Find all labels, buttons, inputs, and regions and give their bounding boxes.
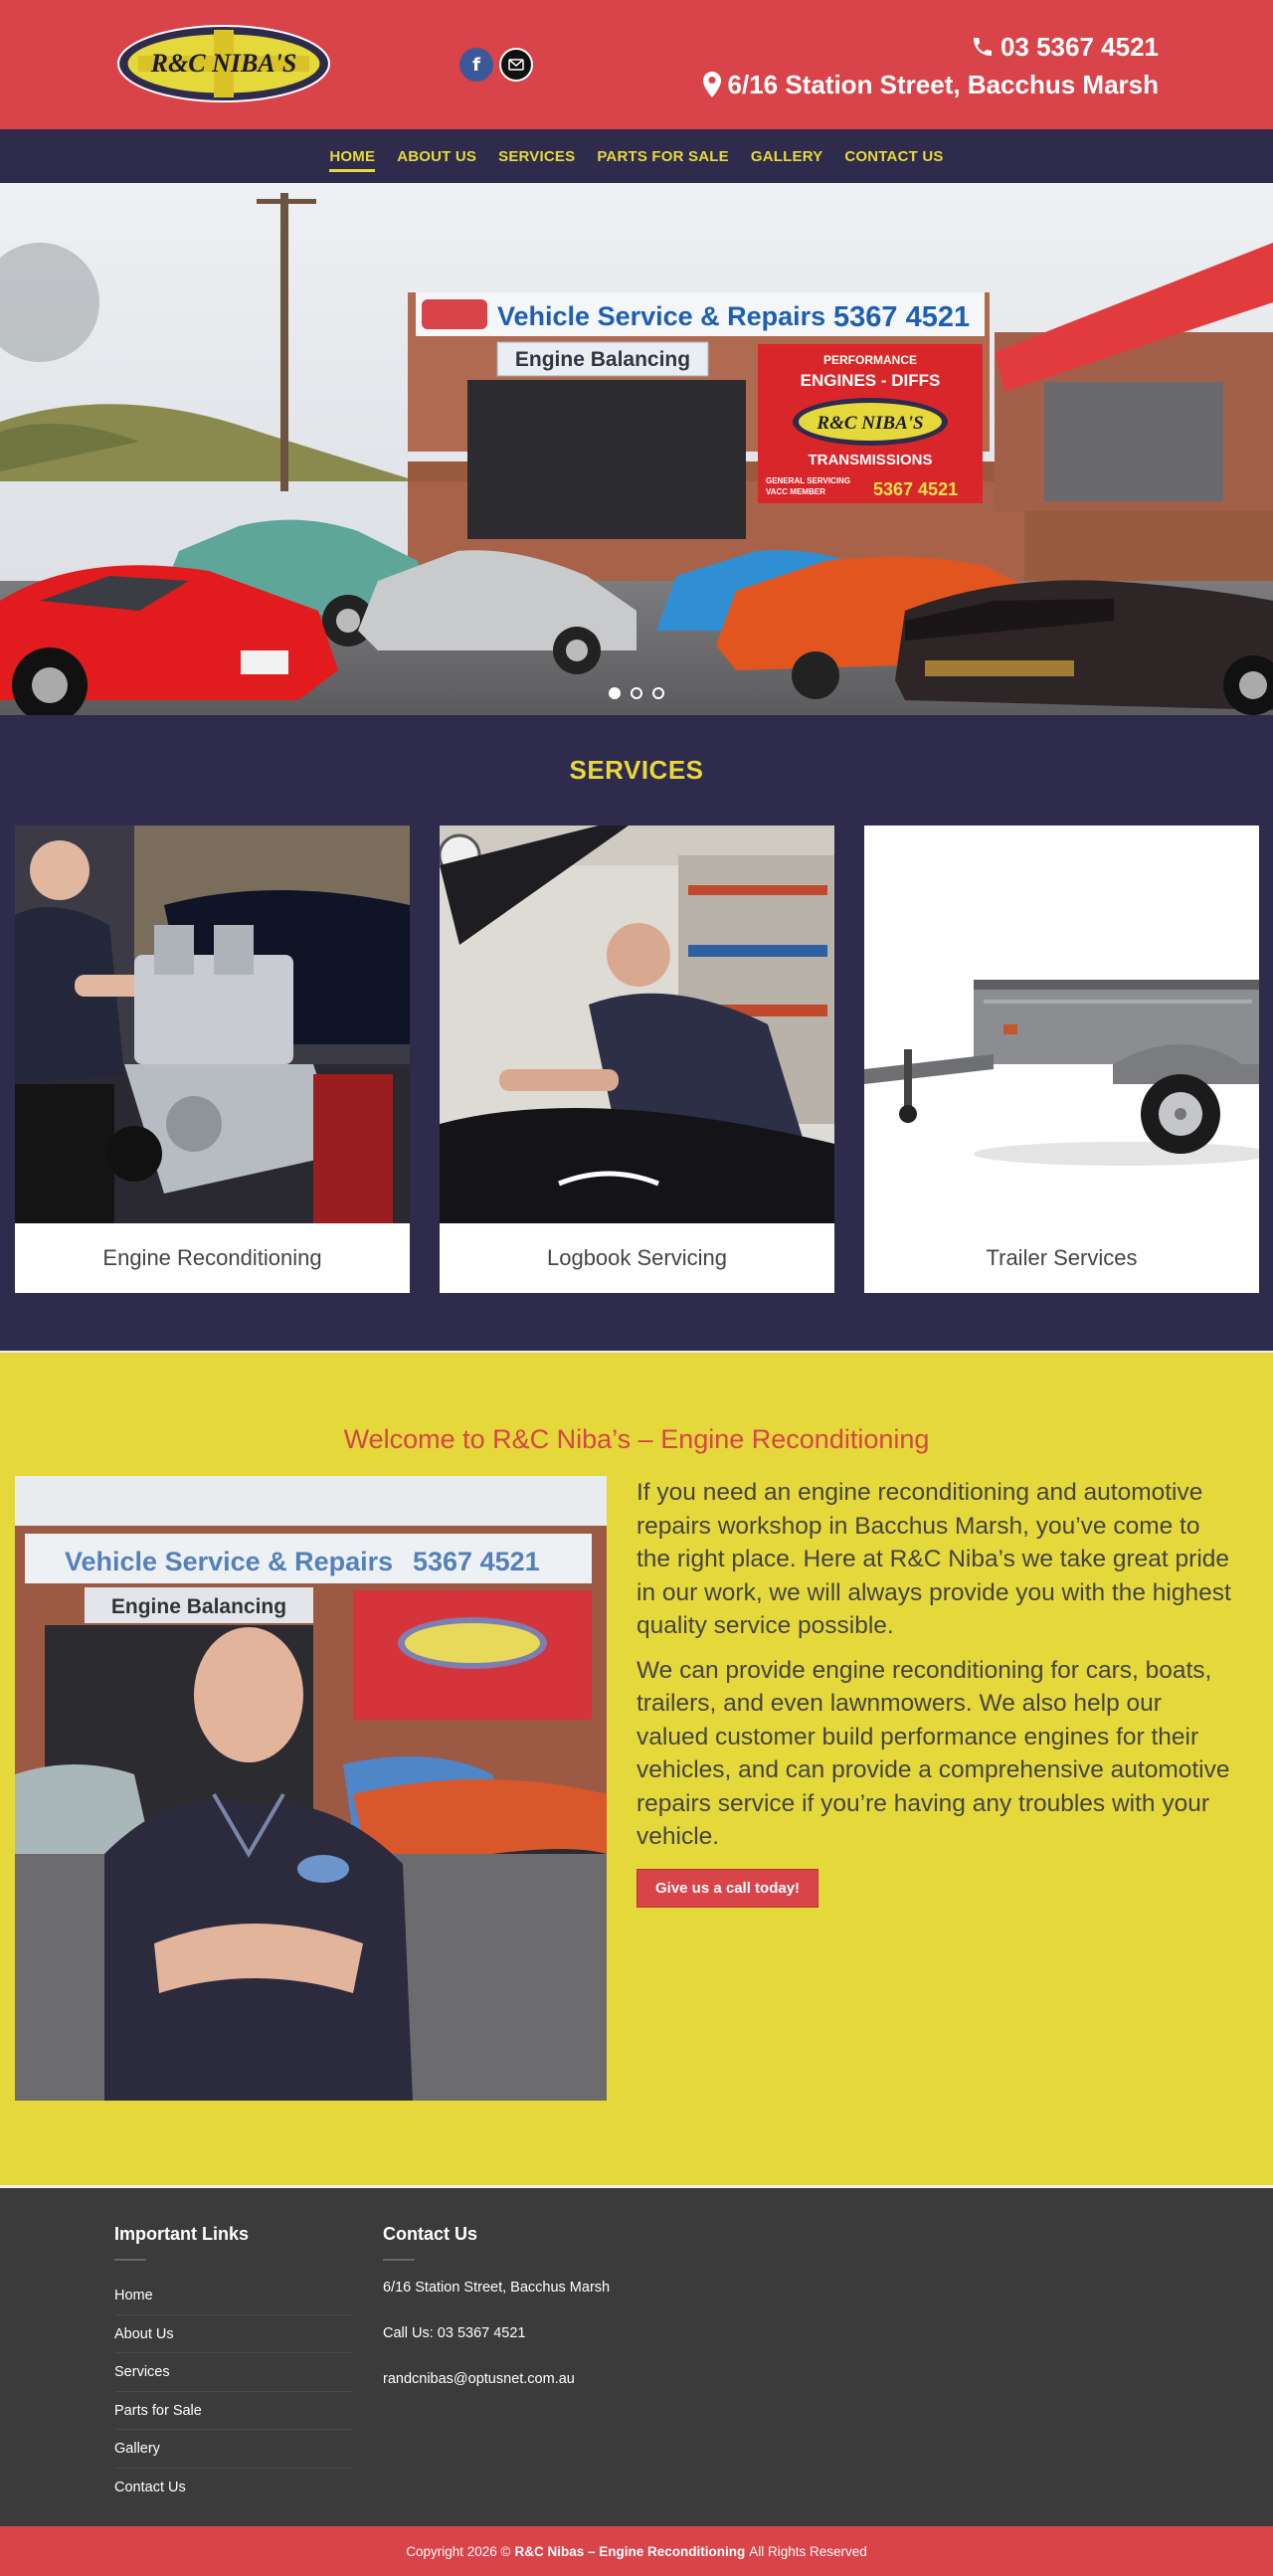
nav-parts-for-sale[interactable]: PARTS FOR SALE (597, 147, 729, 165)
service-card-trailer-services[interactable] (864, 826, 1259, 1293)
footer-links-list (114, 2277, 353, 2506)
facebook-icon[interactable]: f (459, 48, 493, 82)
site-logo[interactable] (114, 22, 333, 105)
footer-link-home[interactable]: Home (114, 2277, 353, 2315)
photo-sign-main: Vehicle Service & Repairs (65, 1547, 394, 1576)
welcome-heading: Welcome to R&C Niba’s – Engine Reconditioning (343, 1424, 930, 1454)
welcome-text (636, 1476, 1238, 1908)
service-card-logbook-servicing[interactable] (440, 826, 834, 1293)
owner-photo (15, 1476, 607, 2101)
main-nav (0, 129, 1273, 183)
services-heading: SERVICES (569, 755, 704, 785)
slider-dots (0, 687, 1273, 699)
service-card-title[interactable]: Trailer Services (986, 1245, 1138, 1270)
nav-services[interactable]: SERVICES (498, 147, 576, 165)
hero-board-phone: 5367 4521 (873, 479, 959, 499)
hero-image (0, 183, 1273, 715)
service-card-title[interactable]: Engine Reconditioning (102, 1245, 322, 1270)
nav-home[interactable]: HOME (329, 138, 375, 175)
phone-icon (971, 35, 995, 59)
site-header (0, 0, 1273, 129)
map-pin-icon (702, 71, 722, 98)
slider-dot-3[interactable] (652, 687, 664, 699)
footer-link-parts-for-sale[interactable]: Parts for Sale (114, 2392, 353, 2431)
hero-slider[interactable] (0, 183, 1273, 715)
hero-board-small1: GENERAL SERVICING (766, 476, 851, 485)
call-us-button[interactable]: Give us a call today! (636, 1869, 818, 1908)
slider-dot-1[interactable] (609, 687, 621, 699)
footer-contact-column (383, 2224, 612, 2414)
header-address-text: 6/16 Station Street, Bacchus Marsh (727, 70, 1159, 99)
photo-sign-balancing: Engine Balancing (110, 1595, 287, 1618)
hero-board-bottom: TRANSMISSIONS (808, 452, 933, 468)
service-card-engine-reconditioning[interactable] (15, 826, 410, 1293)
footer-link-about-us[interactable]: About Us (114, 2315, 353, 2354)
slider-dot-2[interactable] (631, 687, 642, 699)
header-phone-text: 03 5367 4521 (1000, 32, 1159, 62)
nav-about-us[interactable]: ABOUT US (397, 147, 477, 165)
trailer-services-image (864, 826, 1259, 1223)
nav-contact-us[interactable]: CONTACT US (844, 147, 944, 165)
copyright-prefix: Copyright 2026 © (406, 2543, 511, 2559)
photo-sign-phone: 5367 4521 (413, 1547, 540, 1576)
service-cards (0, 826, 1273, 1293)
copyright-bar (0, 2526, 1273, 2576)
services-section (0, 715, 1273, 1353)
hero-board-logo: R&C NIBA'S (817, 413, 924, 434)
copyright-brand[interactable]: R&C Nibas – Engine Reconditioning (514, 2543, 746, 2559)
footer-divider (114, 2259, 146, 2261)
welcome-paragraph-2: We can provide engine reconditioning for cars, boats, trailers, and even lawnmowers. We also help our valued customer build performance engines for their vehicles, and can provide a comprehensive automotive repairs service if you’re having any troubles with your vehicle. (636, 1656, 1230, 1850)
service-card-title[interactable]: Logbook Servicing (546, 1245, 727, 1270)
engine-reconditioning-image (15, 826, 410, 1223)
email-icon[interactable] (499, 48, 533, 82)
footer-email[interactable]: randcnibas@optusnet.com.au (383, 2371, 575, 2387)
footer-links-column (114, 2224, 353, 2506)
footer-contact-heading: Contact Us (383, 2224, 478, 2244)
social-links (459, 48, 533, 82)
copyright-suffix: All Rights Reserved (749, 2543, 867, 2559)
footer-links-heading: Important Links (114, 2224, 250, 2244)
footer-link-services[interactable]: Services (114, 2353, 353, 2392)
header-address (702, 66, 1159, 103)
footer-divider (383, 2259, 415, 2261)
hero-board-mid: ENGINES - DIFFS (800, 371, 941, 390)
hero-sign-balancing: Engine Balancing (514, 348, 691, 371)
hero-board-top: PERFORMANCE (822, 353, 918, 367)
header-phone[interactable] (702, 28, 1159, 66)
site-footer (0, 2188, 1273, 2526)
welcome-paragraph-1: If you need an engine reconditioning and automotive repairs workshop in Bacchus Marsh, you’ve come to the right place. Here at R&C Niba’s we take great pride in our work, we will always provide you with the highest quality service possible. (636, 1479, 1231, 1639)
hero-sign-main: Vehicle Service & Repairs (497, 301, 826, 331)
footer-link-gallery[interactable]: Gallery (114, 2430, 353, 2469)
logbook-servicing-image (440, 826, 834, 1223)
hero-sign-phone: 5367 4521 (833, 301, 971, 333)
footer-phone[interactable]: Call Us: 03 5367 4521 (383, 2325, 526, 2341)
header-contact (702, 28, 1159, 103)
nav-gallery[interactable]: GALLERY (750, 147, 823, 165)
welcome-section (0, 1353, 1273, 2188)
footer-link-contact-us[interactable]: Contact Us (114, 2479, 186, 2495)
hero-board-small2: VACC MEMBER (766, 487, 825, 496)
footer-address: 6/16 Station Street, Bacchus Marsh (383, 2280, 611, 2296)
logo-text: R&C NIBA'S (150, 49, 297, 78)
